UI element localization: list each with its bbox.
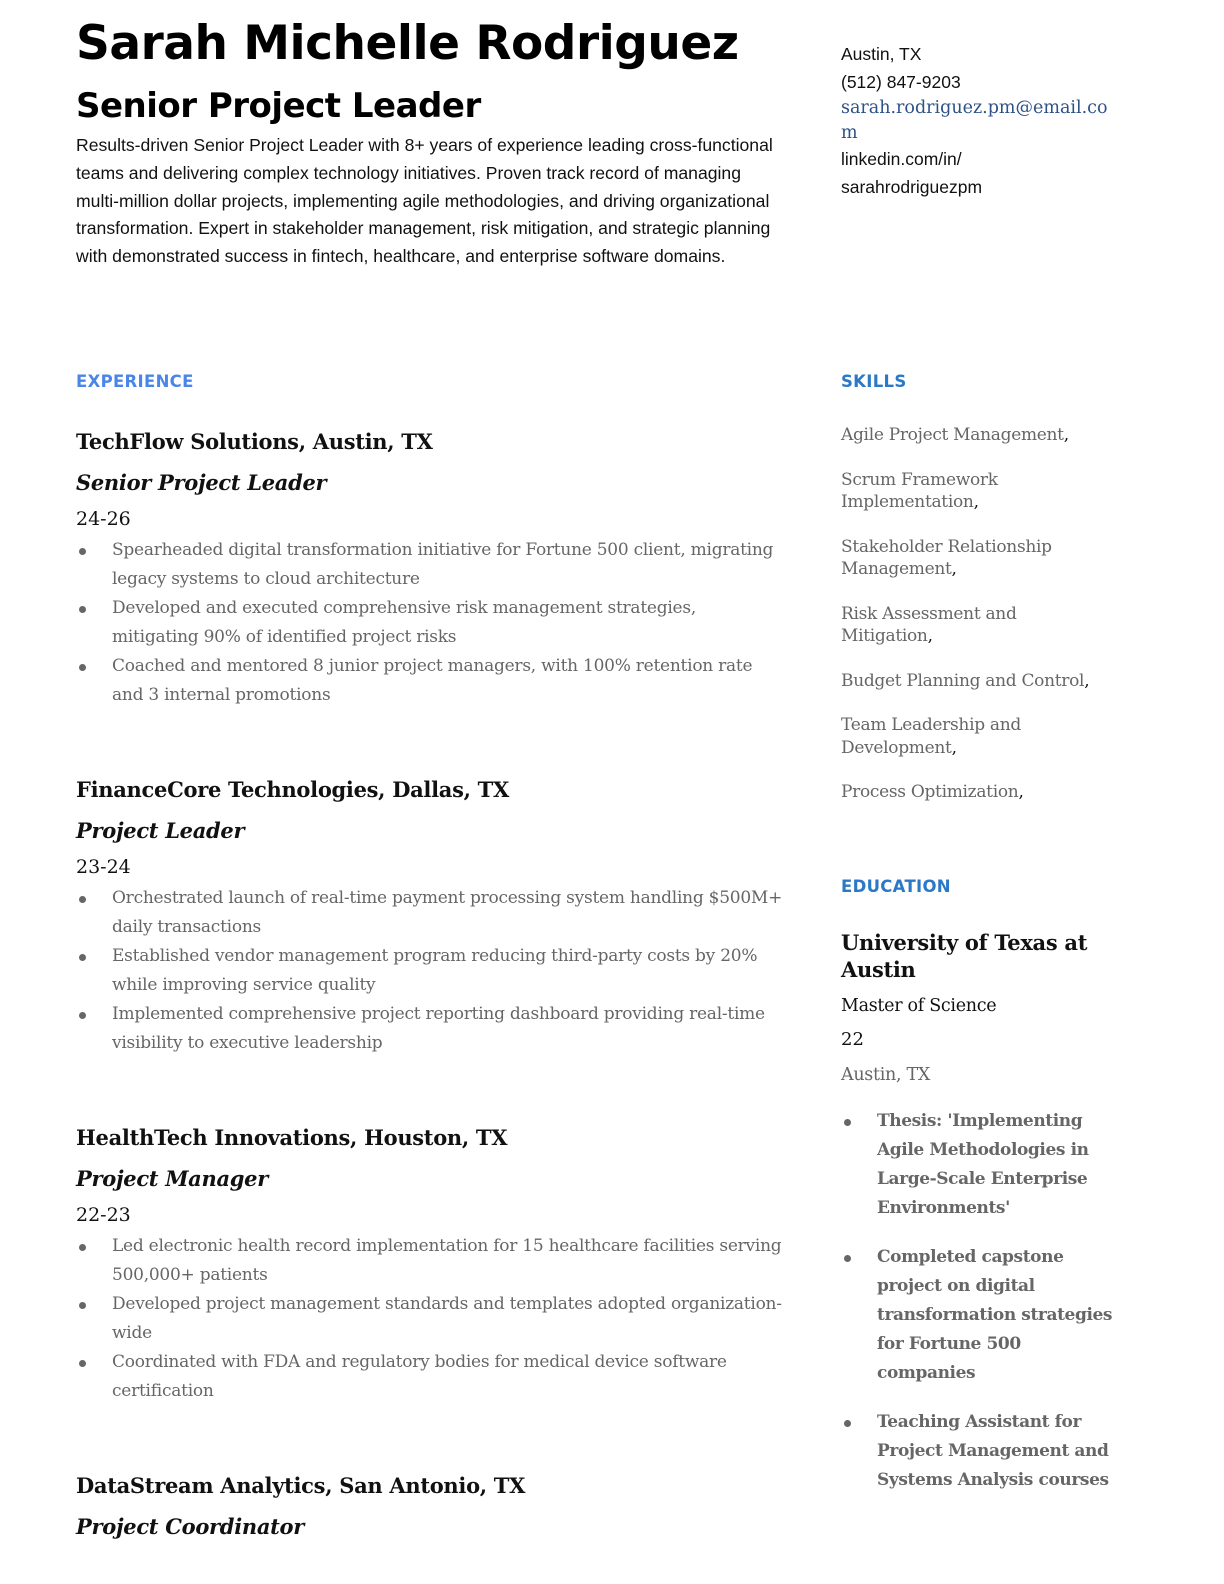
bullet-text: Developed and executed comprehensive risk management strategies, mitigating 90% of identified project risks — [112, 598, 696, 647]
bullet-icon — [79, 1302, 86, 1309]
job-bullet — [76, 1290, 786, 1348]
skill-separator: , — [951, 559, 957, 579]
skill-separator: , — [1063, 425, 1069, 445]
company-name: TechFlow Solutions, Austin, TX — [76, 429, 433, 454]
skill-text: Risk Assessment and Mitigation — [841, 603, 1017, 646]
bullet-icon — [79, 1360, 86, 1367]
bullet-icon — [79, 548, 86, 555]
skill-separator: , — [1018, 782, 1024, 802]
job-bullet — [76, 1000, 786, 1058]
education-entry — [841, 929, 1116, 1515]
bullet-icon — [79, 1244, 86, 1251]
experience-entry — [76, 1123, 786, 1406]
bullet-text: Orchestrated launch of real-time payment processing system handling $500M+ daily transactions — [112, 888, 783, 937]
bullet-icon — [79, 664, 86, 671]
company-name: DataStream Analytics, San Antonio, TX — [76, 1473, 526, 1498]
job-bullet — [76, 1232, 786, 1290]
skill-item — [841, 670, 1111, 693]
job-bullets — [76, 1232, 786, 1406]
bullet-text: Coordinated with FDA and regulatory bodies for medical device software certification — [112, 1352, 727, 1401]
job-title: Senior Project Leader — [76, 470, 327, 495]
contact-location: Austin, TX — [841, 44, 922, 64]
skill-text: Budget Planning and Control — [841, 670, 1085, 691]
contact-linkedin[interactable] — [841, 146, 1111, 201]
contact-linkedin-line1: linkedin.com/in/ — [841, 149, 962, 169]
job-dates: 23-24 — [76, 856, 131, 878]
bullet-icon — [844, 1255, 851, 1262]
bullet-text: Spearheaded digital transformation initiative for Fortune 500 client, migrating legacy systems to cloud architecture — [112, 540, 774, 589]
job-bullet — [76, 942, 786, 1000]
job-dates: 22-23 — [76, 1204, 131, 1226]
skill-text: Agile Project Management — [841, 425, 1064, 445]
bullet-text: Completed capstone project on digital transformation strategies for Fortune 500 companies — [877, 1247, 1113, 1383]
contact-email-link[interactable]: sarah.rodriguez.pm@email.com — [841, 98, 1108, 143]
graduation-year: 22 — [841, 1029, 864, 1050]
bullet-icon — [844, 1119, 851, 1126]
bullet-text: Teaching Assistant for Project Management and Systems Analysis courses — [877, 1412, 1109, 1490]
education-bullet — [841, 1243, 1116, 1388]
skill-separator: , — [951, 737, 957, 758]
candidate-headline: Senior Project Leader — [76, 86, 481, 126]
degree: Master of Science — [841, 996, 997, 1016]
skill-item — [841, 536, 1111, 581]
education-heading: EDUCATION — [841, 877, 951, 896]
skill-item — [841, 469, 1111, 514]
bullet-icon — [844, 1420, 851, 1427]
skill-item — [841, 714, 1111, 759]
skill-text: Scrum Framework Implementation — [841, 469, 998, 512]
education-bullet — [841, 1107, 1116, 1223]
contact-phone: (512) 847-9203 — [841, 71, 961, 92]
experience-entry — [76, 427, 786, 710]
skill-separator: , — [927, 626, 933, 646]
job-bullet — [76, 1348, 786, 1406]
job-bullet — [76, 594, 786, 652]
experience-entry — [76, 1471, 786, 1542]
education-bullets — [841, 1107, 1116, 1495]
job-bullet — [76, 652, 786, 710]
bullet-text: Implemented comprehensive project reporting dashboard providing real-time visibility to executive leadership — [112, 1004, 765, 1053]
professional-summary: Results-driven Senior Project Leader with 8+ years of experience leading cross-functional teams and delivering complex technology initiatives. Proven track record of managing multi-million dollar projects, implementing agile methodologies, and driving organizational transformation. Expert in stakeholder management, risk mitigation, and strategic planning with demonstrated success in fintech, healthcare, and enterprise software domains. — [76, 135, 773, 267]
skill-item — [841, 603, 1111, 648]
job-bullet — [76, 884, 786, 942]
bullet-text: Established vendor management program reducing third-party costs by 20% while improving service quality — [112, 946, 758, 995]
education-bullet — [841, 1408, 1116, 1495]
bullet-text: Led electronic health record implementation for 15 healthcare facilities serving 500,000+ patients — [112, 1236, 782, 1285]
skill-separator: , — [973, 492, 979, 512]
experience-entry — [76, 775, 786, 1058]
bullet-icon — [79, 896, 86, 903]
skill-separator: , — [1084, 670, 1090, 691]
bullet-icon — [79, 606, 86, 613]
company-name: HealthTech Innovations, Houston, TX — [76, 1125, 508, 1150]
job-title: Project Leader — [76, 818, 245, 843]
job-bullets — [76, 536, 786, 710]
contact-info — [841, 41, 1111, 201]
school-name: University of Texas at Austin — [841, 930, 1088, 982]
bullet-text: Thesis: 'Implementing Agile Methodologies in Large-Scale Enterprise Environments' — [877, 1111, 1089, 1218]
school-location: Austin, TX — [841, 1065, 931, 1085]
skill-text: Stakeholder Relationship Management — [841, 536, 1052, 579]
job-title: Project Manager — [76, 1166, 268, 1191]
skill-text: Team Leadership and Development — [841, 715, 1021, 758]
job-bullet — [76, 536, 786, 594]
bullet-icon — [79, 954, 86, 961]
skills-list — [841, 424, 1111, 826]
skill-text: Process Optimization — [841, 782, 1019, 802]
candidate-name: Sarah Michelle Rodriguez — [76, 16, 739, 71]
job-title: Project Coordinator — [76, 1514, 305, 1539]
contact-linkedin-line2: sarahrodriguezpm — [841, 176, 983, 197]
bullet-text: Developed project management standards and templates adopted organization-wide — [112, 1294, 782, 1343]
company-name: FinanceCore Technologies, Dallas, TX — [76, 777, 509, 802]
bullet-text: Coached and mentored 8 junior project managers, with 100% retention rate and 3 internal promotions — [112, 656, 753, 705]
experience-heading: EXPERIENCE — [76, 372, 194, 391]
bullet-icon — [79, 1012, 86, 1019]
skill-item — [841, 781, 1111, 804]
job-bullets — [76, 884, 786, 1058]
skills-heading: SKILLS — [841, 372, 907, 391]
skill-item — [841, 424, 1111, 447]
job-dates: 24-26 — [76, 508, 131, 530]
